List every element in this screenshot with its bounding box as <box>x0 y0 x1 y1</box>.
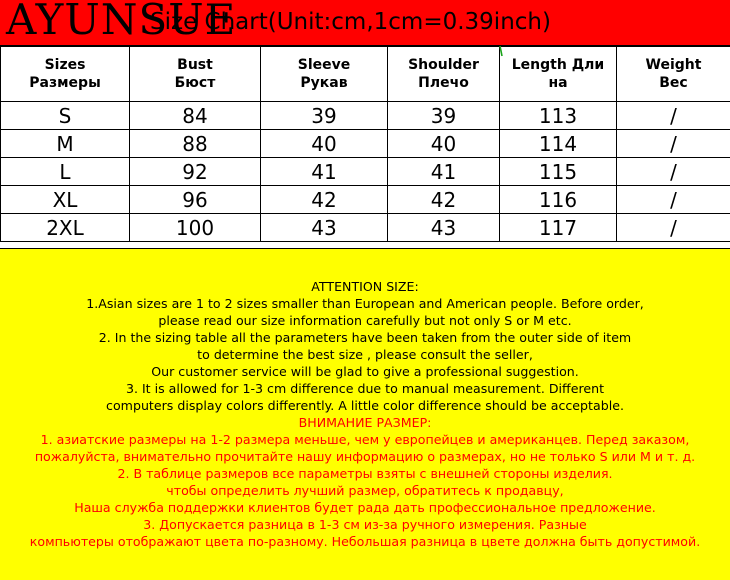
sleeve-cell: 39 <box>261 102 388 130</box>
size-cell: S <box>1 102 130 130</box>
length-cell: 113 <box>500 102 617 130</box>
table-row <box>1 102 730 130</box>
column-header-sleeve <box>261 47 388 102</box>
note-line-ru: чтобы определить лучший размер, обратитесь к продавцу, <box>166 483 564 498</box>
shoulder-cell: 41 <box>388 158 500 186</box>
column-header-en: Weight <box>645 57 702 73</box>
note-line-ru: 1. азиатские размеры на 1-2 размера меньше, чем у европейцев и американцев. Перед заказом, <box>40 432 690 447</box>
bust-cell: 92 <box>130 158 261 186</box>
weight-cell: / <box>617 186 730 214</box>
table-header-row <box>1 47 730 102</box>
note-line-ru: Наша служба поддержки клиентов будет рада дать профессиональное предложение. <box>74 500 656 515</box>
shoulder-cell: 42 <box>388 186 500 214</box>
note-line-en: ATTENTION SIZE: <box>311 279 419 294</box>
note-line-en: Our customer service will be glad to give a professional suggestion. <box>151 364 579 379</box>
bust-cell: 88 <box>130 130 261 158</box>
note-line-ru: ВНИМАНИЕ РАЗМЕР: <box>298 415 432 430</box>
length-cell: 116 <box>500 186 617 214</box>
column-header-ru: Рукав <box>300 75 348 91</box>
size-table <box>0 46 730 242</box>
size-cell: L <box>1 158 130 186</box>
column-header-ru: Размеры <box>29 75 101 91</box>
note-line-ru: компьютеры отображают цвета по-разному. Небольшая разница в цвете должна быть допустимой. <box>29 534 701 549</box>
column-header-shoulder <box>388 47 500 102</box>
shoulder-cell: 39 <box>388 102 500 130</box>
note-line-en: 2. In the sizing table all the parameters have been taken from the outer side of item <box>98 330 632 345</box>
length-cell: 117 <box>500 214 617 242</box>
column-header-en: Bust <box>177 57 213 73</box>
chart-header <box>0 0 730 46</box>
chart-title: Size Chart(Unit:cm,1cm=0.39inch) <box>150 9 551 35</box>
column-header-en: Sleeve <box>297 57 351 73</box>
bust-cell: 84 <box>130 102 261 130</box>
note-line-en: please read our size information carefully but not only S or M etc. <box>158 313 572 328</box>
note-line-en: to determine the best size , please consult the seller, <box>197 347 533 362</box>
shoulder-cell: 43 <box>388 214 500 242</box>
bust-cell: 96 <box>130 186 261 214</box>
table-row <box>1 214 730 242</box>
notes-text <box>0 278 730 550</box>
weight-cell: / <box>617 214 730 242</box>
note-line-ru: 3. Допускается разница в 1-3 см из-за ручного измерения. Разные <box>143 517 587 532</box>
bust-cell: 100 <box>130 214 261 242</box>
length-cell: 115 <box>500 158 617 186</box>
table-row <box>1 130 730 158</box>
column-header-bust <box>130 47 261 102</box>
size-notes-panel <box>0 248 730 580</box>
column-header-en: Shoulder <box>408 57 479 73</box>
table-row <box>1 186 730 214</box>
green-corner-mark <box>498 46 508 58</box>
note-line-ru: 2. В таблице размеров все параметры взяты с внешней стороны изделия. <box>117 466 613 481</box>
column-header-ru: на <box>548 75 568 91</box>
note-line-en: 3. It is allowed for 1-3 cm difference due to manual measurement. Different <box>125 381 605 396</box>
weight-cell: / <box>617 102 730 130</box>
note-line-en: computers display colors differently. A little color difference should be acceptable. <box>106 398 624 413</box>
table-row <box>1 158 730 186</box>
size-cell: M <box>1 130 130 158</box>
sleeve-cell: 42 <box>261 186 388 214</box>
shoulder-cell: 40 <box>388 130 500 158</box>
size-cell: XL <box>1 186 130 214</box>
sleeve-cell: 40 <box>261 130 388 158</box>
column-header-ru: Бюст <box>174 75 216 91</box>
column-header-sizes <box>1 47 130 102</box>
note-line-en: 1.Asian sizes are 1 to 2 sizes smaller than European and American people. Before order, <box>86 296 644 311</box>
weight-cell: / <box>617 158 730 186</box>
column-header-en: Length Дли <box>511 57 605 73</box>
column-header-en: Sizes <box>44 57 86 73</box>
column-header-ru: Плечо <box>418 75 469 91</box>
length-cell: 114 <box>500 130 617 158</box>
weight-cell: / <box>617 130 730 158</box>
sleeve-cell: 41 <box>261 158 388 186</box>
sleeve-cell: 43 <box>261 214 388 242</box>
column-header-ru: Вес <box>659 75 688 91</box>
brand-logo: AYUNSUE <box>6 0 237 44</box>
column-header-length <box>500 47 617 102</box>
note-line-ru: пожалуйста, внимательно прочитайте нашу информацию о размерах, но не только S или M и т. д. <box>34 449 696 464</box>
column-header-weight <box>617 47 730 102</box>
size-cell: 2XL <box>1 214 130 242</box>
